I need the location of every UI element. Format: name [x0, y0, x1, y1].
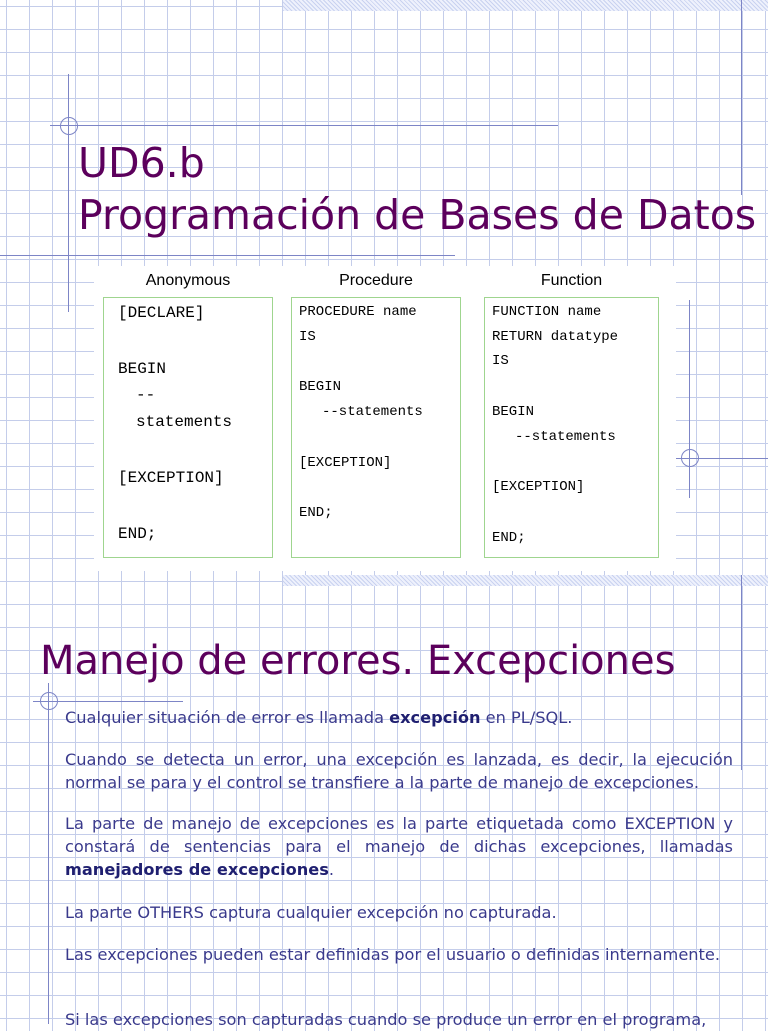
decorative-line [48, 683, 49, 1024]
decorative-line [689, 300, 690, 498]
paragraph-3 [65, 812, 733, 881]
decorative-bar [283, 0, 768, 11]
title-line-1: UD6.b [78, 139, 205, 187]
procedure-code-box [291, 297, 461, 558]
paragraph-2: Cuando se detecta un error, una excepción es lanzada, es decir, la ejecución normal se para y el control se transfiere a la parte de manejo de excepciones. [65, 750, 733, 792]
code-line: [DECLARE] [118, 304, 205, 322]
procedure-header: Procedure [339, 272, 413, 289]
paragraph-1 [65, 706, 733, 729]
code-line: -- [136, 386, 156, 404]
code-line: BEGIN [492, 404, 535, 420]
bold-term: excepción [389, 708, 481, 727]
anonymous-code-box [103, 297, 273, 558]
slide-title [78, 137, 756, 241]
crosshair-icon [681, 449, 699, 467]
code-line: --statements [322, 404, 423, 420]
code-line: IS [299, 329, 316, 345]
slide-2 [0, 575, 768, 1029]
code-line: END; [299, 505, 333, 521]
slide-title: Manejo de errores. Excepciones [40, 638, 676, 684]
bold-term: manejadores de excepciones [65, 860, 329, 879]
function-code-box [484, 297, 659, 558]
crosshair-icon [60, 117, 78, 135]
paragraph-6: Si las excepciones son capturadas cuando se produce un error en el programa, [65, 1010, 707, 1029]
text: . [328, 860, 335, 879]
code-line: [EXCEPTION] [118, 469, 224, 487]
code-line: BEGIN [299, 379, 342, 395]
code-line: --statements [515, 429, 616, 445]
paragraph-5: Las excepciones pueden estar definidas por el usuario o definidas internamente. [65, 945, 720, 964]
title-line-2: Programación de Bases de Datos [78, 191, 757, 239]
code-line: RETURN datatype [492, 329, 619, 345]
decorative-bar [283, 575, 768, 586]
code-line: END; [492, 530, 526, 546]
code-line: FUNCTION name [492, 304, 602, 320]
decorative-line [50, 125, 558, 126]
text: en PL/SQL. [480, 708, 573, 727]
code-line: statements [136, 413, 233, 431]
block-types-diagram [94, 266, 676, 571]
code-line: [EXCEPTION] [299, 455, 392, 471]
decorative-line [0, 255, 455, 256]
code-line: [EXCEPTION] [492, 479, 585, 495]
text: Cualquier situación de error es llamada [65, 708, 390, 727]
crosshair-icon [40, 692, 58, 710]
code-line: IS [492, 353, 509, 369]
text: La parte de manejo de excepciones es la parte etiquetada como EXCEPTION y constará de sentencias para el manejo de dichas excepciones, llamadas [65, 814, 733, 856]
anonymous-header: Anonymous [145, 272, 231, 289]
decorative-line [68, 74, 69, 312]
code-line: END; [118, 525, 157, 543]
code-line: PROCEDURE name [299, 304, 417, 320]
function-header: Function [540, 272, 603, 289]
code-line: BEGIN [118, 360, 167, 378]
decorative-line [741, 575, 742, 770]
paragraph-4: La parte OTHERS captura cualquier excepción no capturada. [65, 903, 557, 922]
